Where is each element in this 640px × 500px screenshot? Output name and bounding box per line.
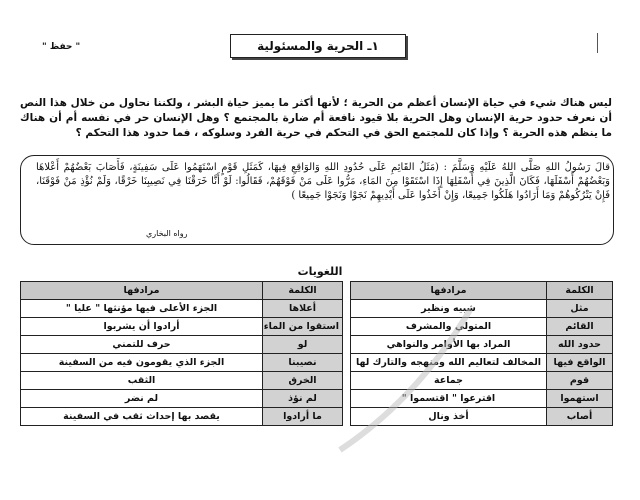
column-separator xyxy=(343,408,351,426)
column-separator xyxy=(343,354,351,372)
vocab-meaning: جماعة xyxy=(351,372,547,390)
vocab-word: أعلاها xyxy=(263,300,343,318)
vocab-word: قوم xyxy=(547,372,613,390)
header-meaning-2: مرادفها xyxy=(21,282,263,300)
vocab-meaning: الجزء الأعلى فيها مؤنثها " عليا " xyxy=(21,300,263,318)
column-separator xyxy=(343,282,351,300)
vocab-word: الخرق xyxy=(263,372,343,390)
vocab-word: ما أرادوا xyxy=(263,408,343,426)
vocab-meaning: المراد بها الأوامر والنواهي xyxy=(351,336,547,354)
vocab-header-row xyxy=(21,282,613,300)
vocab-meaning: شبيه ونظير xyxy=(351,300,547,318)
column-separator xyxy=(343,336,351,354)
vocab-meaning: لم نضر xyxy=(21,390,263,408)
column-separator xyxy=(343,318,351,336)
margin-line xyxy=(597,33,598,53)
lesson-title: ١ـ الحرية والمسئولية xyxy=(230,34,406,58)
table-row xyxy=(21,372,613,390)
hadith-text: قالَ رَسُولُ اللهِ صَلَّى اللهُ عَلَيْهِ وَسَلَّمَ : (مَثَلُ القَائِمِ عَلَى حُدُودِ اللهِ وَالوَاقِعِ فِيهَا، كَمَثَلِ قَوْمٍ اسْتَهَمُوا عَلَى سَفِينَةٍ، فَأَصَابَ بَعْضُهُمْ أَعْلاهَا وَبَعْضُهُمْ أَسْفَلَهَا، فَكَانَ الَّذِينَ فِي أَسْفَلِهَا إِذَا اسْتَقَوْا مِنَ المَاءِ، مَرُّوا عَلَى مَنْ فَوْقَهُمْ، فَقَالُوا: لَوْ أَنَّا خَرَقْنَا فِي نَصِيبِنَا خَرْقًا، وَلَمْ نُؤْذِ مَنْ فَوْقَنَا، فَإِنْ يَتْرُكُوهُمْ وَمَا أَرَادُوا هَلَكُوا جَمِيعًا، وَإِنْ أَخَذُوا عَلَى أَيْدِيهِمْ نَجَوْا وَنَجَوْا جَمِيعًا ) xyxy=(36,162,610,201)
table-row xyxy=(21,354,613,372)
vocab-word: لم نؤذ xyxy=(263,390,343,408)
vocab-title: اللغويات xyxy=(297,265,343,278)
vocab-table xyxy=(20,281,613,426)
column-separator xyxy=(343,390,351,408)
vocab-word: القائم xyxy=(547,318,613,336)
vocab-word: أصاب xyxy=(547,408,613,426)
intro-paragraph: ليس هناك شيء في حياة الإنسان أعظم من الحرية ؛ لأنها أكثر ما يميز حياة البشر ، ولكننا نحاول من خلال هذا النص أن نعرف حدود حرية الإنسان وهل الحرية بلا قيود نافعة أم ضارة بالمجتمع ؟ وهل الإنسان حر في نفسه أم أن هناك ما ينظم هذه الحرية ؟ وإذا كان للمجتمع الحق في التحكم في حرية الفرد وسلوكه ، فما حدود هذا التحكم ؟ xyxy=(20,97,612,139)
header-meaning-1: مرادفها xyxy=(351,282,547,300)
table-row xyxy=(21,300,613,318)
vocab-word: لو xyxy=(263,336,343,354)
table-row xyxy=(21,336,613,354)
vocab-meaning: أرادوا أن يشربوا xyxy=(21,318,263,336)
column-separator xyxy=(343,372,351,390)
vocab-meaning: الثقب xyxy=(21,372,263,390)
memorize-note: " حفظ " xyxy=(42,42,81,52)
vocab-word: مثل xyxy=(547,300,613,318)
vocab-meaning: المخالف لتعاليم الله ومنهجه والتارك لها xyxy=(351,354,547,372)
vocab-meaning: الجزء الذي يقومون فيه من السفينة xyxy=(21,354,263,372)
vocab-word: استقوا من الماء xyxy=(263,318,343,336)
header-word-2: الكلمة xyxy=(263,282,343,300)
vocab-meaning: حرف للتمني xyxy=(21,336,263,354)
table-row xyxy=(21,390,613,408)
header-word-1: الكلمة xyxy=(547,282,613,300)
table-row xyxy=(21,408,613,426)
vocab-meaning: اقترعوا " اقتسموا " xyxy=(351,390,547,408)
vocab-meaning: أخذ ونال xyxy=(351,408,547,426)
column-separator xyxy=(343,300,351,318)
hadith-narrator: رواه البخاري xyxy=(146,229,188,238)
vocab-meaning: يقصد بها إحداث ثقب في السفينة xyxy=(21,408,263,426)
vocab-meaning: المتولي والمشرف xyxy=(351,318,547,336)
vocab-word: نصيبنا xyxy=(263,354,343,372)
vocab-word: الواقع فيها xyxy=(547,354,613,372)
vocab-word: استهموا xyxy=(547,390,613,408)
table-row xyxy=(21,318,613,336)
vocab-word: حدود الله xyxy=(547,336,613,354)
